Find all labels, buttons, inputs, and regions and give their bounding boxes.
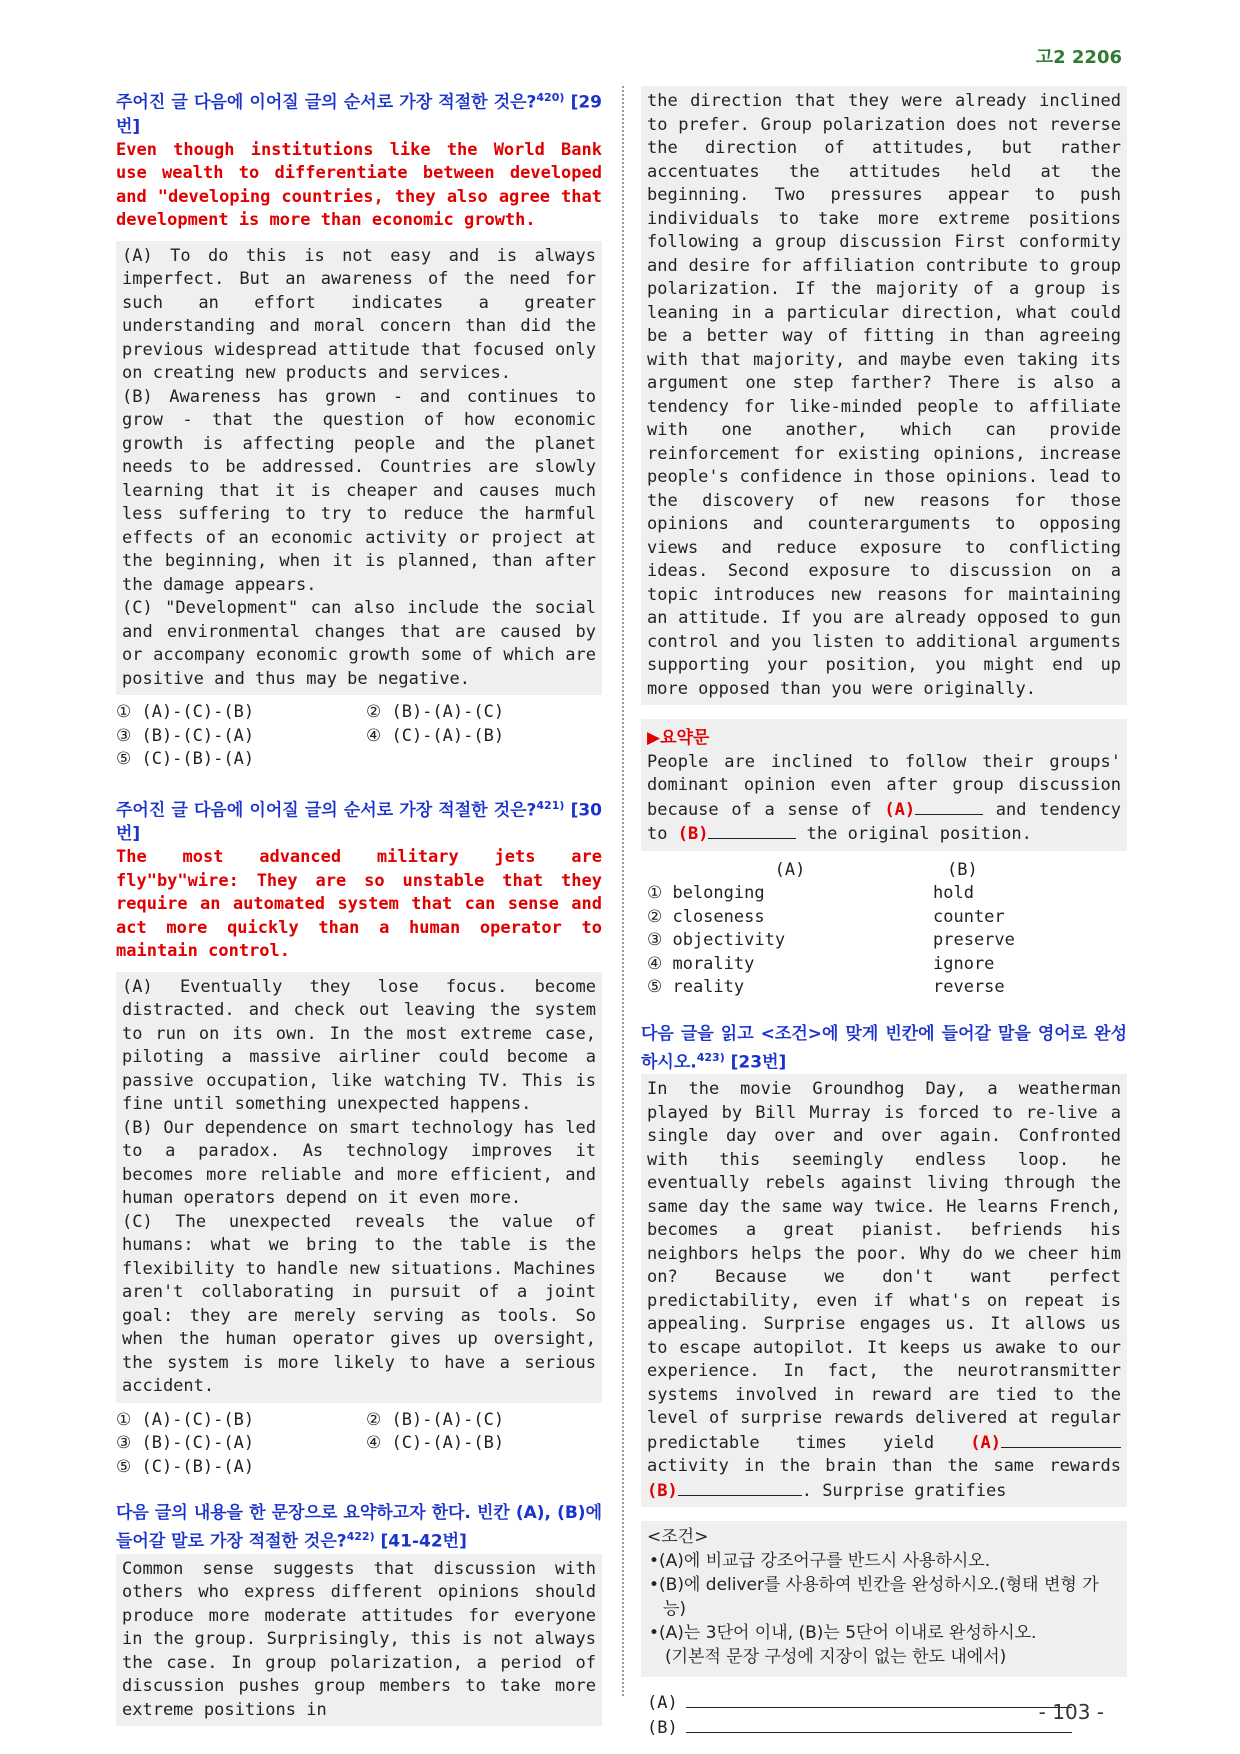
question-423-passage: In the movie Groundhog Day, a weatherman played by Bill Murray is forced to re-live a single day over and over again. Confronted with this seemingly endless loop. he eventually rebels against living through the same day the same way twice. He learns French, becomes a great pianist. befriends his neighbors helps the poor. Why do we cheer him on? Because we don't want perfect predictability, even if what's on repeat is appealing. Surprise engages us. It allows us to escape autopilot. It keeps us awake to our experience. In fact, the neurotransmitter systems involved in reward are tied to the level of surprise rewards delivered at regular predictable times yield (A) activity in the brain than the same rewards (B) . Surprise gratifies <box>641 1074 1127 1507</box>
option[interactable]: ① (A)-(C)-(B) <box>116 1409 255 1430</box>
choice-a[interactable]: ④ morality <box>647 953 755 974</box>
summary-label: ▶요약문 <box>647 728 710 748</box>
choice-b: hold <box>933 883 974 903</box>
condition-note: (기본적 문장 구성에 지장이 없는 한도 내에서) <box>665 1647 1007 1668</box>
option[interactable]: ② (B)-(A)-(C) <box>366 1409 505 1430</box>
question-420-para-b: (B) Awareness has grown - and continues to grow - that the question of how economic growth is affecting people and the planet needs to be addressed. Countries are slowly learning that it is cheaper and causes much less suffering to try to reduce the harmful effects of an economic activity or project at the beginning, when it is planned, than after the damage appears. <box>122 386 596 595</box>
option[interactable]: ② (B)-(A)-(C) <box>366 702 505 723</box>
condition-item: •(A)에 비교급 강조어구를 반드시 사용하시오. <box>649 1551 991 1572</box>
right-column <box>641 86 1127 1740</box>
question-423-title: 다음 글을 읽고 <조건>에 맞게 빈칸에 들어갈 말을 영어로 완성하시오.$^{423)}$ [23번] <box>641 1023 1127 1073</box>
answer-b-row[interactable]: (B) <box>647 1716 1127 1741</box>
question-421-passage <box>116 972 602 1403</box>
option[interactable]: ④ (C)-(A)-(B) <box>366 1433 505 1454</box>
header-label: 고2 2206 <box>1035 47 1122 68</box>
question-420-para-a: (A) To do this is not easy and is always imperfect. But an awareness of the need for such an effort indicates a greater understanding and moral concern than did the previous widespread attitude that focused only on creating new products and services. <box>122 245 596 384</box>
answer-a-row[interactable]: (A) <box>647 1691 1127 1716</box>
column-divider <box>622 86 624 1696</box>
column-a-header: (A) <box>774 859 806 880</box>
question-421-options <box>116 1409 602 1480</box>
option[interactable]: ⑤ (C)-(B)-(A) <box>116 1456 255 1477</box>
question-420-intro: Even though institutions like the World Bank use wealth to differentiate between developed and "developing countries, they also agree that development is more than economic growth. <box>116 139 602 231</box>
option[interactable]: ⑤ (C)-(B)-(A) <box>116 749 255 770</box>
option[interactable]: ③ (B)-(C)-(A) <box>116 725 255 746</box>
question-420-title: 주어진 글 다음에 이어질 글의 순서로 가장 적절한 것은?$^{420)}$ [29번] <box>116 91 602 137</box>
choice-a[interactable]: ⑤ reality <box>647 977 745 997</box>
question-422-title: 다음 글의 내용을 한 문장으로 요약하고자 한다. 빈칸 (A), (B)에 들어갈 말로 가장 적절한 것은?$^{422)}$ [41-42번] <box>116 1503 602 1552</box>
summary-sentence: People are inclined to follow their groups' dominant opinion even after group discussion because of a sense of (A) and tendency to (B) the original position. <box>647 751 1121 844</box>
column-b-header: (B) <box>947 859 978 880</box>
question-422-passage-start: Common sense suggests that discussion with others who express different opinions should produce more moderate attitudes for everyone in the group. Surprisingly, this is not always the case. In group polarization, a period of discussion pushes group members to take more extreme positions in <box>116 1554 602 1727</box>
question-421-para-a: (A) Eventually they lose focus. become distracted. and check out leaving the system to run on its own. In the most extreme case, piloting a massive airliner could become a passive occupation, like watching TV. This is fine until something unexpected happens. <box>122 976 596 1115</box>
question-422-choices <box>641 859 1127 1000</box>
question-421-title: 주어진 글 다음에 이어질 글의 순서로 가장 적절한 것은?$^{421)}$ [30번] <box>116 798 602 845</box>
question-421-para-b: (B) Our dependence on smart technology has led to a paradox. As technology improves it becomes more reliable and more efficient, and human operators depend on it even more. <box>122 1117 596 1209</box>
choice-b: ignore <box>933 953 995 974</box>
page-number: - 103 - <box>1038 1700 1104 1724</box>
option[interactable]: ④ (C)-(A)-(B) <box>366 725 505 746</box>
condition-item: •(A)는 3단어 이내, (B)는 5단어 이내로 완성하시오. <box>649 1623 1037 1644</box>
conditions-title: <조건> <box>647 1527 709 1548</box>
option[interactable]: ① (A)-(C)-(B) <box>116 702 255 723</box>
choice-a[interactable]: ② closeness <box>647 906 765 927</box>
choice-b: preserve <box>933 930 1015 950</box>
choice-b: counter <box>933 906 1005 927</box>
question-420-passage <box>116 241 602 696</box>
question-421-para-c: (C) The unexpected reveals the value of humans: what we bring to the table is the flexibility to handle new situations. Machines aren't collaborating in pursuit of a joint goal: they are merely serving as tools. So when the human operator gives up oversight, the system is more likely to have a serious accident. <box>122 1211 596 1397</box>
choice-a[interactable]: ① belonging <box>647 883 765 903</box>
question-420-para-c: (C) "Development" can also include the social and environmental changes that are caused by or accompany economic growth some of which are positive and thus may be negative. <box>122 598 596 689</box>
choice-a[interactable]: ③ objectivity <box>647 930 786 950</box>
question-422-summary <box>641 719 1127 851</box>
question-421-intro: The most advanced military jets are fly"by"wire: They are so unstable that they require an automated system that can sense and act more quickly than a human operator to maintain control. <box>116 847 602 962</box>
left-column <box>116 86 602 1726</box>
question-423-conditions <box>641 1521 1127 1677</box>
choice-b: reverse <box>933 977 1005 997</box>
question-420-options <box>116 701 602 772</box>
question-422-passage-cont: the direction that they were already inclined to prefer. Group polarization does not reverse the direction of attitudes, but rather accentuates the attitudes held at the beginning. Two pressures appear to push individuals to take more extreme positions following a group discussion First conformity and desire for affiliation contribute to group polarization. If the majority of a group is leaning in a particular direction, what could be a better way of fitting in than agreeing with that majority, and maybe even taking its argument one step farther? There is also a tendency for like-minded people to affiliate with one another, which can provide reinforcement for existing opinions, increase people's confidence in those opinions. lead to the discovery of new reasons for those opinions and counterarguments to opposing views and reduce exposure to conflicting ideas. Second exposure to discussion on a topic introduces new reasons for maintaining an attitude. If you are already opposed to gun control and you listen to additional arguments supporting your position, you might end up more opposed than you were originally. <box>641 86 1127 705</box>
option[interactable]: ③ (B)-(C)-(A) <box>116 1433 255 1454</box>
condition-item: •(B)에 deliver를 사용하여 빈칸을 완성하시오.(형태 변형 가능) <box>649 1575 1099 1620</box>
